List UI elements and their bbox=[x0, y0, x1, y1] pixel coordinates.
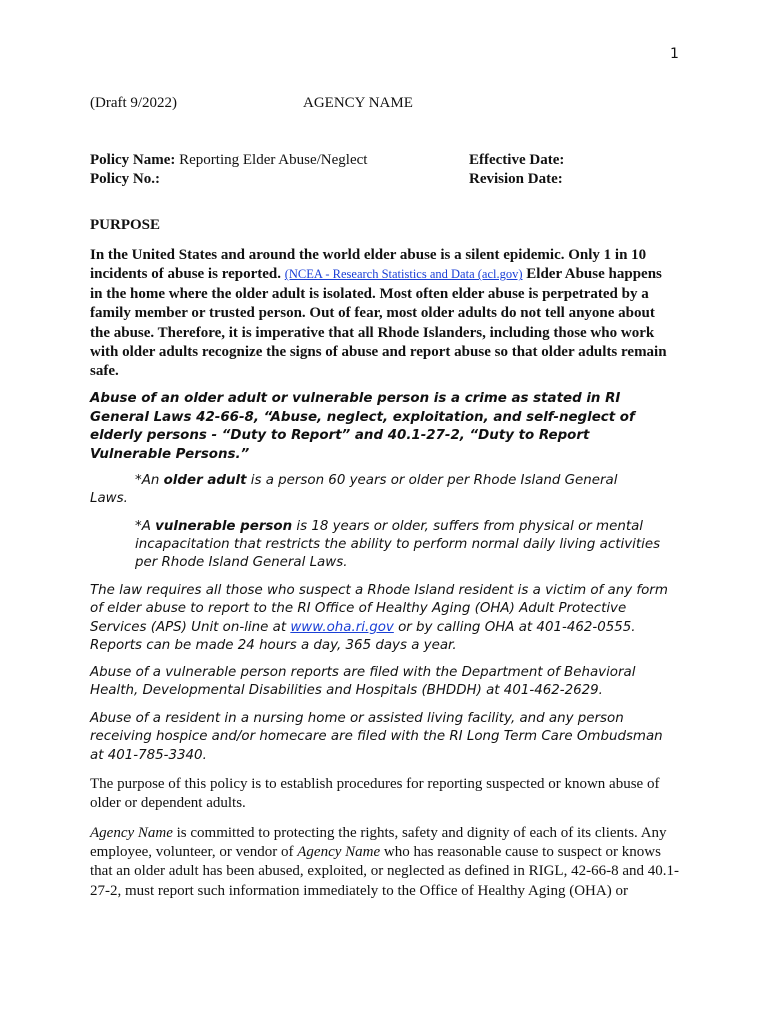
def1-rest: is a person 60 years or older per Rhode Island General Laws. bbox=[90, 473, 618, 506]
revision-date-label: Revision Date: bbox=[469, 171, 563, 187]
commit-text-a: is committed to protecting the rights, safety and dignity of each of its clients. Any employee, volunteer, or vendor of bbox=[90, 825, 667, 861]
req-text-b: or by calling OHA at 401-462-0555. Reports can be made 24 hours a day, 365 days a year. bbox=[90, 619, 636, 653]
oha-website-link[interactable]: www.oha.ri.gov bbox=[290, 619, 394, 635]
def2-rest: is 18 years or older, suffers from physical or mental incapacitation that restricts the ability to perform normal daily living activities per Rhode Island General Laws. bbox=[135, 519, 661, 570]
agency-name-header: AGENCY NAME bbox=[303, 95, 413, 111]
ncea-link[interactable]: (NCEA - Research Statistics and Data (acl.gov) bbox=[284, 267, 523, 282]
policy-name-value: Reporting Elder Abuse/Neglect bbox=[175, 152, 368, 168]
agency-name-ref-1: Agency Name bbox=[90, 825, 173, 841]
policy-name-row bbox=[90, 152, 367, 169]
definition-vulnerable-person bbox=[135, 518, 675, 572]
purpose-text-b: Elder Abuse happens in the home where the older adult is isolated. Most often elder abuse is perpetrated by a family member or trusted person. Out of fear, most older adults do not tell anyone about the abuse. Therefore, it is imperative that all Rhode Islanders, including those who work with older adults recognize the signs of abuse and report abuse so that older adults remain safe. bbox=[90, 266, 667, 380]
purpose-text-a: In the United States and around the world elder abuse is a silent epidemic. Only 1 in 10 incidents of abuse is reported. bbox=[90, 247, 647, 283]
page-number: 1 bbox=[670, 46, 679, 62]
draft-label: (Draft 9/2022) bbox=[90, 95, 178, 111]
purpose-paragraph bbox=[90, 246, 678, 382]
def1-term: older adult bbox=[163, 473, 247, 488]
policy-no-label: Policy No.: bbox=[90, 171, 160, 187]
req-text-a: The law requires all those who suspect a Rhode Island resident is a victim of any form of elder abuse to report to the RI Office of Healthy Aging (OHA) Adult Protective Services (APS) Unit on-line at bbox=[90, 583, 668, 635]
effective-date-label: Effective Date: bbox=[469, 152, 565, 168]
definition-older-adult bbox=[90, 472, 650, 508]
purpose-heading: PURPOSE bbox=[90, 217, 161, 233]
reporting-requirement bbox=[90, 582, 670, 655]
policy-name-label: Policy Name: bbox=[90, 152, 176, 168]
agency-name-ref-2: Agency Name bbox=[297, 844, 381, 861]
bhddh-reporting: Abuse of a vulnerable person reports are filed with the Department of Behavioral Health, Developmental Disabilities and Hospitals (BHDDH) at 401-462-2629. bbox=[90, 665, 636, 699]
def2-prefix: *A bbox=[135, 519, 156, 534]
commitment-paragraph bbox=[90, 824, 680, 901]
commit-text-b: who has reasonable cause to suspect or knows that an older adult has been abused, exploited, or neglected as defined in RIGL, 42-66-8 and 40.1-27-2, must report such information immediately to the Office of Healthy Aging (OHA) or bbox=[90, 844, 679, 899]
ltc-ombudsman-reporting: Abuse of a resident in a nursing home or assisted living facility, and any person receiving hospice and/or homecare are filed with the RI Long Term Care Ombudsman at 401-785-3340. bbox=[90, 711, 663, 763]
policy-purpose-statement: The purpose of this policy is to establish procedures for reporting suspected or known abuse of older or dependent adults. bbox=[90, 776, 660, 811]
law-statement: Abuse of an older adult or vulnerable person is a crime as stated in RI General Laws 42-66-8, “Abuse, neglect, exploitation, and self-neglect of elderly persons - “Duty to Report” and 40.1-27-2, “Duty to Report Vulnerable Persons.” bbox=[90, 391, 635, 462]
def2-term: vulnerable person bbox=[155, 519, 293, 534]
def1-prefix: *An bbox=[135, 473, 164, 488]
